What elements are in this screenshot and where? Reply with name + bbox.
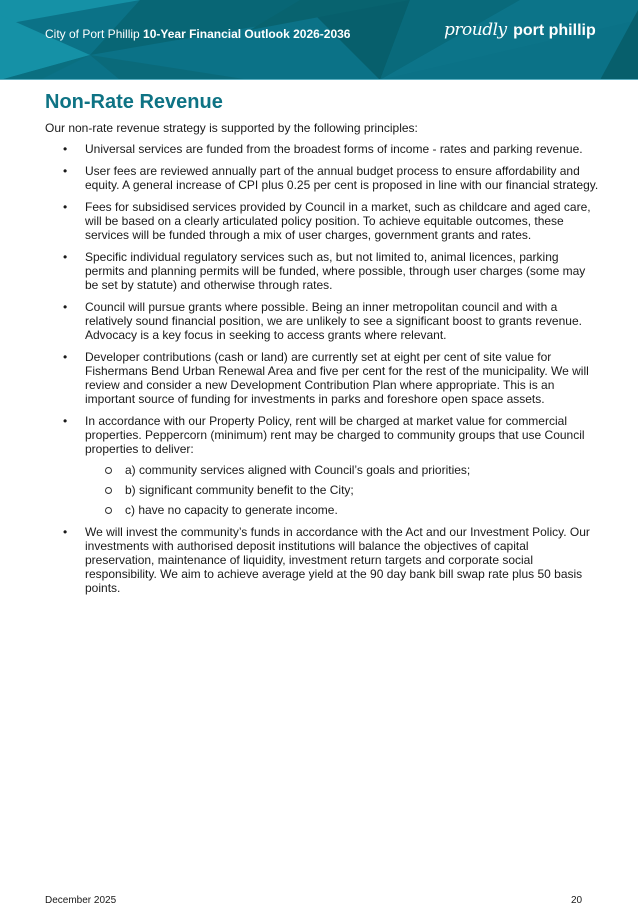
- list-item: [45, 200, 600, 242]
- list-item: [45, 300, 600, 342]
- hollow-circle-bullet-icon: [105, 467, 112, 474]
- list-item-text: Fees for subsidised services provided by Council in a market, such as childcare and aged care, will be based on a clearly articulated policy position. To achieve equitable outcomes, these services will be funded through a mix of user charges, government grants and rates.: [85, 200, 591, 242]
- hollow-circle-bullet-icon: [105, 487, 112, 494]
- principles-list: [45, 142, 600, 595]
- list-item: [45, 525, 600, 595]
- list-item-text: In accordance with our Property Policy, rent will be charged at market value for commercial properties. Peppercorn (minimum) rent may be charged to community groups that use Council properties to deliver:: [85, 414, 585, 456]
- logo-script-text: proudly: [444, 20, 507, 40]
- intro-paragraph: Our non-rate revenue strategy is supported by the following principles:: [45, 121, 418, 135]
- sub-list-item-text: b) significant community benefit to the City;: [125, 483, 354, 497]
- list-item: [45, 250, 600, 292]
- list-item: [45, 142, 600, 156]
- document-title: [45, 27, 350, 41]
- section-heading: Non-Rate Revenue: [45, 91, 223, 113]
- list-item: [45, 350, 600, 406]
- bullet-icon: •: [63, 350, 68, 364]
- list-item-text: User fees are reviewed annually part of the annual budget process to ensure affordability and equity. A general increase of CPI plus 0.25 per cent is proposed in line with our financial strategy.: [85, 164, 599, 192]
- bullet-icon: •: [63, 414, 68, 428]
- list-item: [45, 164, 600, 192]
- page-content: [45, 90, 600, 603]
- bullet-icon: •: [63, 200, 68, 214]
- list-item: [45, 414, 600, 517]
- bullet-icon: •: [63, 525, 68, 539]
- list-item-text: Developer contributions (cash or land) are currently set at eight per cent of site value for Fishermans Bend Urban Renewal Area and five per cent for the rest of the municipality. We will review and consider a new Development Contribution Plan where appropriate. This is an important source of funding for investments in parks and foreshore open space assets.: [85, 350, 589, 406]
- proudly-port-phillip-logo: [444, 20, 596, 40]
- bullet-icon: •: [63, 142, 68, 156]
- bullet-icon: •: [63, 250, 68, 264]
- sub-list-item-text: a) community services aligned with Council’s goals and priorities;: [125, 463, 471, 477]
- footer-page-number: 20: [571, 895, 583, 906]
- sub-list-item: [85, 463, 600, 477]
- sub-list-item: [85, 503, 600, 517]
- hollow-circle-bullet-icon: [105, 507, 112, 514]
- page-header-banner: [0, 0, 638, 80]
- logo-bold-text: port phillip: [513, 22, 596, 39]
- sub-list: [85, 463, 600, 517]
- list-item-text: Council will pursue grants where possible. Being an inner metropolitan council and with a relatively sound financial position, we are unlikely to see a significant boost to grants revenue. Advocacy is a key focus in seeking to access grants where relevant.: [85, 300, 582, 342]
- list-item-text: We will invest the community’s funds in accordance with the Act and our Investment Policy. Our investments with authorised deposit institutions will balance the objectives of capital preservation, maintenance of liquidity, investment return targets and corporate social responsibility. We aim to achieve average yield at the 90 day bank bill swap rate plus 50 basis points.: [85, 525, 590, 595]
- footer-date: December 2025: [45, 895, 117, 906]
- document-title-bold: 10-Year Financial Outlook 2026-2036: [143, 27, 351, 41]
- document-title-prefix: City of Port Phillip: [45, 27, 140, 41]
- sub-list-item: [85, 483, 600, 497]
- bullet-icon: •: [63, 164, 68, 178]
- bullet-icon: •: [63, 300, 68, 314]
- sub-list-item-text: c) have no capacity to generate income.: [125, 503, 338, 517]
- list-item-text: Universal services are funded from the broadest forms of income - rates and parking revenue.: [85, 142, 583, 156]
- list-item-text: Specific individual regulatory services such as, but not limited to, animal licences, parking permits and planning permits will be funded, where possible, through user charges (some may be set by statute) and otherwise through rates.: [85, 250, 586, 292]
- header-bottom-strip: [0, 79, 638, 80]
